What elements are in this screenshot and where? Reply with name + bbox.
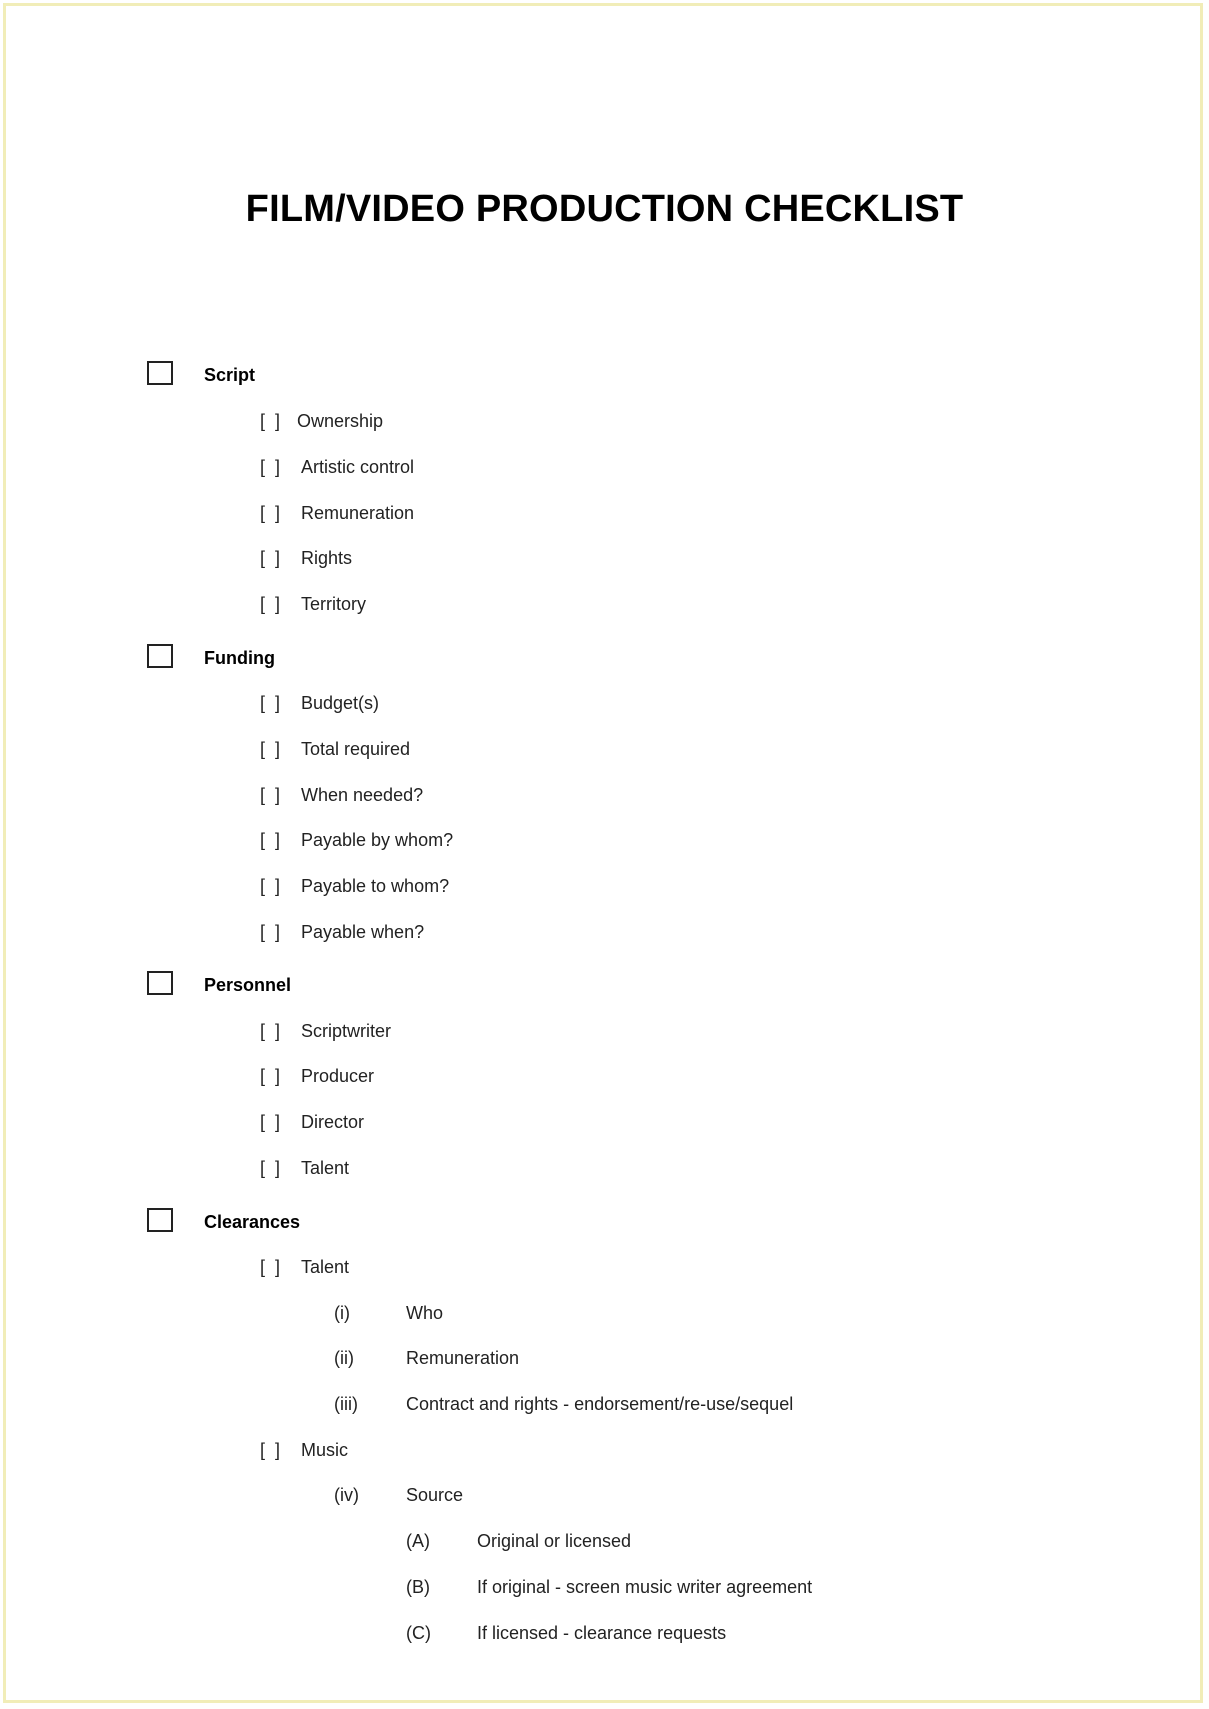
- item-checkbox[interactable]: [ ]: [260, 739, 281, 759]
- item-checkbox[interactable]: [ ]: [260, 785, 281, 805]
- item-checkbox[interactable]: [ ]: [260, 411, 281, 431]
- item-clearance-talent: Talent: [301, 1257, 350, 1277]
- sub-item-contract-rights: Contract and rights - endorsement/re-use/sequel: [406, 1394, 794, 1414]
- item-remuneration: Remuneration: [301, 503, 415, 523]
- section-checkbox-clearances[interactable]: [147, 1208, 173, 1232]
- item-checkbox[interactable]: [ ]: [260, 830, 281, 850]
- item-checkbox[interactable]: [ ]: [260, 876, 281, 896]
- item-producer: Producer: [301, 1066, 375, 1086]
- section-checkbox-personnel[interactable]: [147, 971, 173, 995]
- item-budgets: Budget(s): [301, 693, 380, 713]
- sub-sub-item-original-or-licensed: Original or licensed: [477, 1531, 632, 1551]
- item-clearance-music: Music: [301, 1440, 349, 1460]
- item-territory: Territory: [301, 594, 367, 614]
- item-payable-when: Payable when?: [301, 922, 425, 942]
- item-rights: Rights: [301, 548, 353, 568]
- sub-item-remuneration: Remuneration: [406, 1348, 520, 1368]
- item-checkbox[interactable]: [ ]: [260, 503, 281, 523]
- item-payable-to-whom: Payable to whom?: [301, 876, 450, 896]
- section-title-personnel: Personnel: [204, 975, 292, 995]
- sub-sub-item-if-licensed: If licensed - clearance requests: [477, 1623, 727, 1643]
- document-title: FILM/VIDEO PRODUCTION CHECKLIST: [245, 188, 964, 230]
- item-checkbox[interactable]: [ ]: [260, 594, 281, 614]
- item-director: Director: [301, 1112, 365, 1132]
- sub-sub-item-letter: (B): [406, 1577, 430, 1597]
- sub-item-number: (i): [334, 1303, 350, 1323]
- item-total-required: Total required: [301, 739, 411, 759]
- sub-item-number: (iii): [334, 1394, 358, 1414]
- item-checkbox[interactable]: [ ]: [260, 1066, 281, 1086]
- sub-sub-item-letter: (C): [406, 1623, 431, 1643]
- section-title-clearances: Clearances: [204, 1212, 301, 1232]
- item-payable-by-whom: Payable by whom?: [301, 830, 454, 850]
- item-checkbox[interactable]: [ ]: [260, 1158, 281, 1178]
- item-when-needed: When needed?: [301, 785, 424, 805]
- item-ownership: Ownership: [297, 411, 384, 431]
- item-checkbox[interactable]: [ ]: [260, 1440, 281, 1460]
- section-checkbox-script[interactable]: [147, 361, 173, 385]
- item-talent: Talent: [301, 1158, 350, 1178]
- item-checkbox[interactable]: [ ]: [260, 922, 281, 942]
- item-checkbox[interactable]: [ ]: [260, 693, 281, 713]
- item-artistic-control: Artistic control: [301, 457, 415, 477]
- sub-sub-item-letter: (A): [406, 1531, 430, 1551]
- item-scriptwriter: Scriptwriter: [301, 1021, 392, 1041]
- section-title-funding: Funding: [204, 648, 275, 668]
- sub-item-who: Who: [406, 1303, 444, 1323]
- item-checkbox[interactable]: [ ]: [260, 457, 281, 477]
- sub-item-number: (ii): [334, 1348, 354, 1368]
- section-checkbox-funding[interactable]: [147, 644, 173, 668]
- section-title-script: Script: [204, 365, 256, 385]
- sub-sub-item-if-original: If original - screen music writer agreement: [477, 1577, 813, 1597]
- item-checkbox[interactable]: [ ]: [260, 1112, 281, 1132]
- page-border: [3, 3, 1203, 1703]
- sub-item-source: Source: [406, 1485, 464, 1505]
- sub-item-number: (iv): [334, 1485, 359, 1505]
- item-checkbox[interactable]: [ ]: [260, 1257, 281, 1277]
- item-checkbox[interactable]: [ ]: [260, 548, 281, 568]
- item-checkbox[interactable]: [ ]: [260, 1021, 281, 1041]
